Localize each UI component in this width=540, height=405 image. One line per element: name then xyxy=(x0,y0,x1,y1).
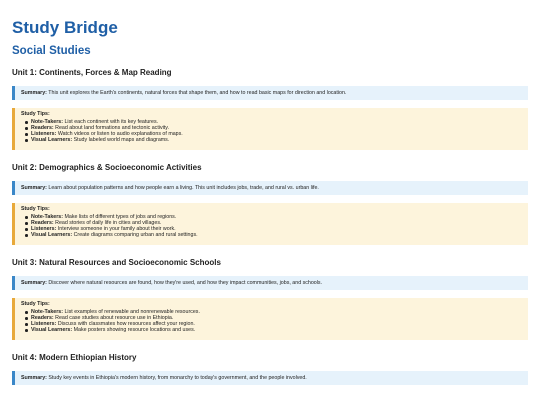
unit-section xyxy=(12,68,540,150)
study-tip-text: Create diagrams comparing urban and rural settings. xyxy=(73,232,198,238)
unit-section xyxy=(12,353,540,385)
summary-text: Study key events in Ethiopia's modern history, from monarchy to today's government, and the people involved. xyxy=(48,375,307,381)
summary-text: Discover where natural resources are found, how they're used, and how they impact communities, jobs, and schools. xyxy=(48,280,323,286)
study-tip-text: Read stories of daily life in cities and villages. xyxy=(55,220,162,226)
subject-title: Social Studies xyxy=(12,45,91,57)
study-tip-label: Readers: xyxy=(31,220,54,226)
study-tip-text: Interview someone in your family about their work. xyxy=(57,226,176,232)
study-tip-label: Visual Learners: xyxy=(31,327,73,333)
summary-box xyxy=(12,371,528,385)
study-tip-text: Read about land formations and tectonic activity. xyxy=(55,125,170,131)
study-tip-text: Make lists of different types of jobs and regions. xyxy=(64,214,177,220)
study-tip-label: Note-Takers: xyxy=(31,214,63,220)
unit-title: Unit 4: Modern Ethiopian History xyxy=(12,353,137,362)
study-tip-item xyxy=(31,232,522,238)
study-tips-list xyxy=(21,214,522,238)
study-tip-label: Listeners: xyxy=(31,226,57,232)
study-tip-label: Note-Takers: xyxy=(31,119,63,125)
study-tip-label: Listeners: xyxy=(31,321,57,327)
site-title: Study Bridge xyxy=(12,18,118,37)
unit-title: Unit 2: Demographics & Socioeconomic Activities xyxy=(12,163,202,172)
unit-section xyxy=(12,163,540,245)
study-tip-label: Readers: xyxy=(31,315,54,321)
summary-text: Learn about population patterns and how people earn a living. This unit includes jobs, trade, and rural vs. urban life. xyxy=(48,185,319,191)
study-tip-text: Study labeled world maps and diagrams. xyxy=(73,137,170,143)
summary-box xyxy=(12,276,528,290)
study-tip-item xyxy=(31,137,522,143)
summary-label: Summary: xyxy=(21,185,47,191)
study-tips-box xyxy=(12,108,528,150)
study-tip-label: Note-Takers: xyxy=(31,309,63,315)
study-tip-label: Readers: xyxy=(31,125,54,131)
study-tip-text: Watch videos or listen to audio explanations of maps. xyxy=(57,131,183,137)
study-tip-text: Make posters showing resource locations and uses. xyxy=(73,327,196,333)
study-tips-heading: Study Tips: xyxy=(21,301,50,307)
summary-text: This unit explores the Earth's continents, natural forces that shape them, and how to read basic maps for direction and location. xyxy=(48,90,347,96)
summary-box xyxy=(12,86,528,100)
study-tip-label: Listeners: xyxy=(31,131,57,137)
unit-title: Unit 1: Continents, Forces & Map Reading xyxy=(12,68,172,77)
study-tips-list xyxy=(21,309,522,333)
study-tip-label: Visual Learners: xyxy=(31,137,73,143)
study-tips-list xyxy=(21,119,522,143)
summary-label: Summary: xyxy=(21,375,47,381)
unit-title: Unit 3: Natural Resources and Socioeconomic Schools xyxy=(12,258,221,267)
study-tip-text: Discuss with classmates how resources affect your region. xyxy=(57,321,195,327)
study-tip-text: List each continent with its key features. xyxy=(64,119,159,125)
summary-label: Summary: xyxy=(21,90,47,96)
summary-box xyxy=(12,181,528,195)
units-list xyxy=(12,68,540,385)
study-tip-item xyxy=(31,327,522,333)
study-tips-box xyxy=(12,298,528,340)
summary-label: Summary: xyxy=(21,280,47,286)
study-tip-label: Visual Learners: xyxy=(31,232,73,238)
study-tip-text: List examples of renewable and nonrenewable resources. xyxy=(64,309,200,315)
study-tips-heading: Study Tips: xyxy=(21,206,50,212)
study-tips-heading: Study Tips: xyxy=(21,111,50,117)
unit-section xyxy=(12,258,540,340)
study-tip-text: Read case studies about resource use in Ethiopia. xyxy=(55,315,174,321)
study-tips-box xyxy=(12,203,528,245)
